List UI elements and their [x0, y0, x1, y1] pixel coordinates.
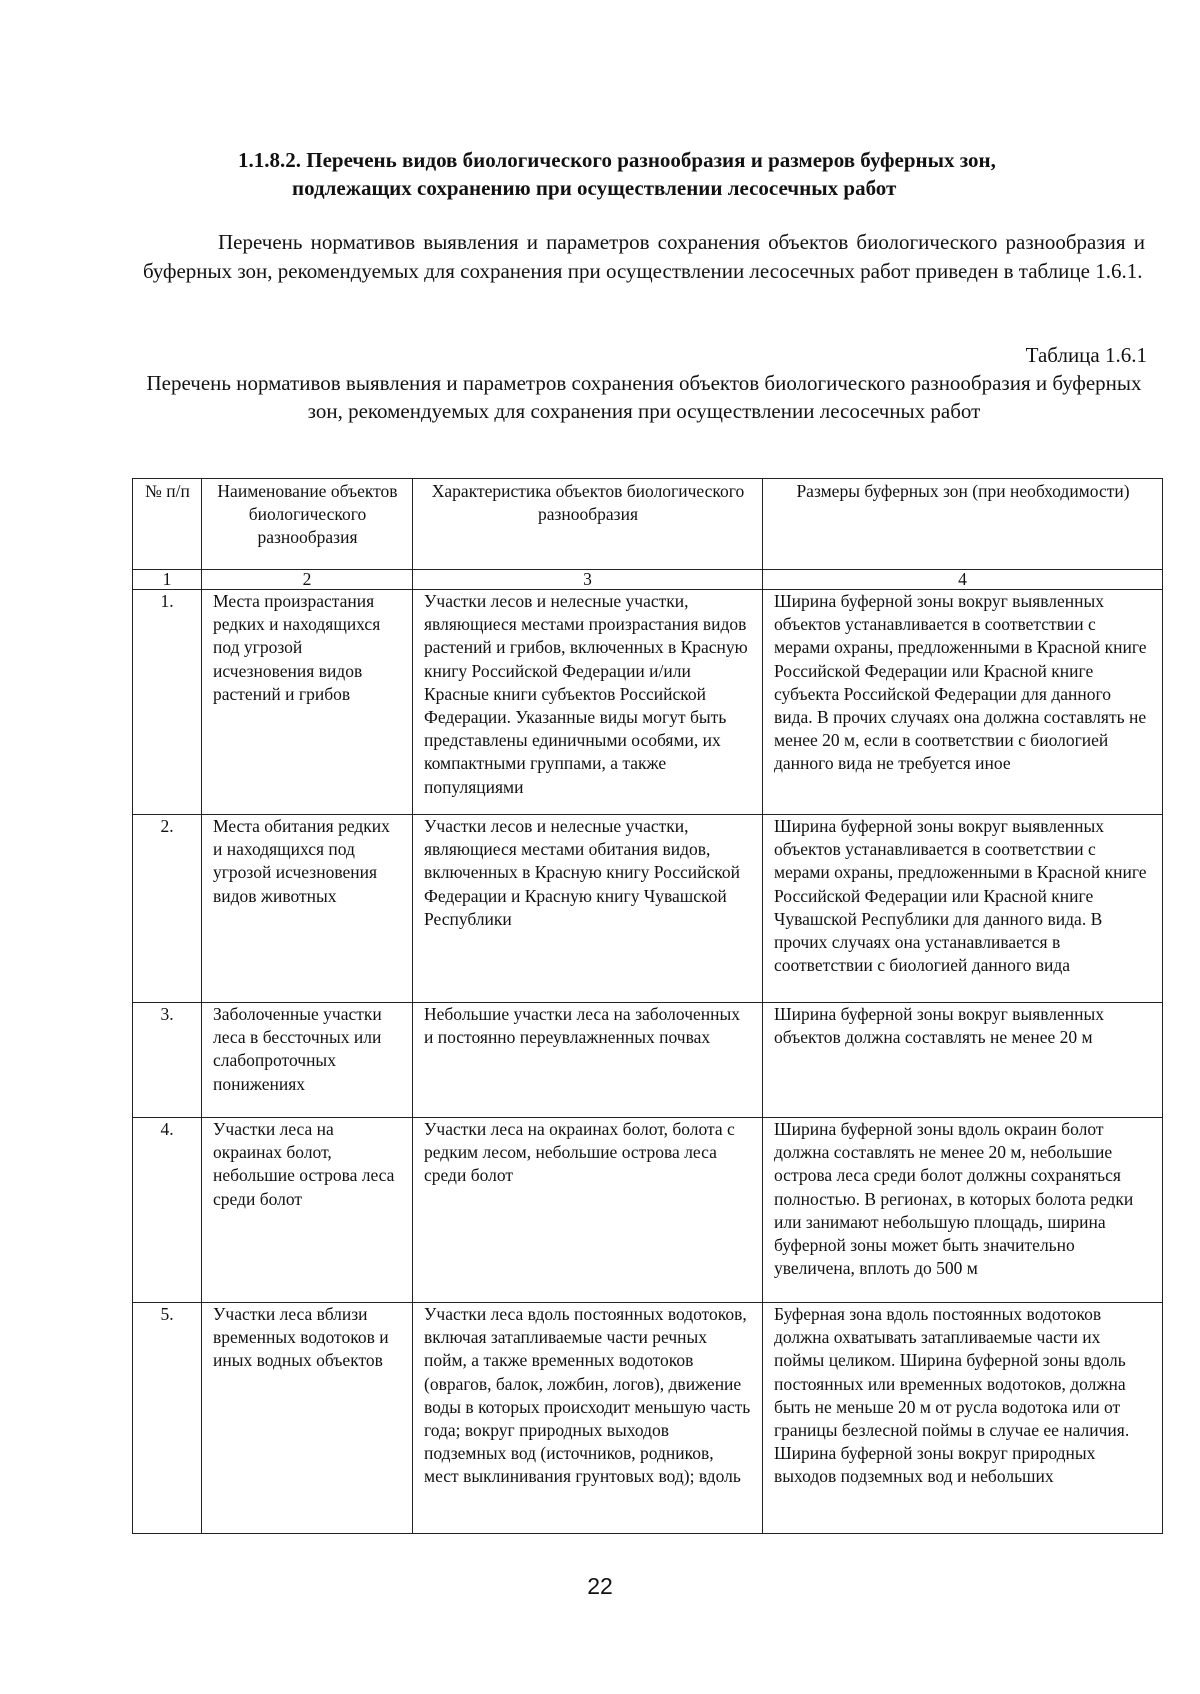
intro-paragraph: Перечень нормативов выявления и параметров сохранения объектов биологического разнообразия и буферных зон, рекомендуемых для сохранения при осуществлении лесосечных работ приведен в таблице 1.6.1.: [143, 230, 1145, 283]
object-name: Места обитания редких и находящихся под угрозой исчезновения видов животных: [202, 815, 413, 1003]
table-number: Таблица 1.6.1: [1025, 343, 1147, 367]
table-row: [133, 1118, 1163, 1303]
column-number: 2: [202, 570, 413, 590]
column-number: 4: [763, 570, 1163, 590]
object-characteristic: Участки лесов и нелесные участки, являющиеся местами обитания видов, включенных в Красную книгу Российской Федерации и Красную книгу Чувашской Республики: [413, 815, 763, 1003]
section-heading: [200, 146, 1160, 202]
header-object-name: Наименование объектов биологического разнообразия: [202, 479, 413, 570]
column-number: 1: [133, 570, 202, 590]
object-characteristic: Участки леса на окраинах болот, болота с редким лесом, небольшие острова леса среди болот: [413, 1118, 763, 1303]
table-row: [133, 590, 1163, 815]
buffer-size: Ширина буферной зоны вокруг выявленных объектов должна составлять не менее 20 м: [763, 1003, 1163, 1118]
object-characteristic: Участки лесов и нелесные участки, являющиеся местами произрастания видов растений и грибов, включенных в Красную книгу Российской Федерации и/или Красные книги субъектов Российской Федерации. Указанные виды могут быть представлены единичными особями, их компактными группами, а также популяциями: [413, 590, 763, 815]
row-number: 2.: [133, 815, 202, 1003]
table-row: [133, 815, 1163, 1003]
object-name: Места произрастания редких и находящихся под угрозой исчезновения видов растений и грибов: [202, 590, 413, 815]
column-number: 3: [413, 570, 763, 590]
object-name: Участки леса вблизи временных водотоков и иных водных объектов: [202, 1303, 413, 1534]
row-number: 1.: [133, 590, 202, 815]
object-name: Заболоченные участки леса в бессточных или слабопроточных понижениях: [202, 1003, 413, 1118]
header-number: № п/п: [133, 479, 202, 570]
buffer-size: Ширина буферной зоны вдоль окраин болот должна составлять не менее 20 м, небольшие острова леса среди болот должны сохраняться полностью. В регионах, в которых болота редки или занимают небольшую площадь, ширина буферной зоны может быть значительно увеличена, вплоть до 500 м: [763, 1118, 1163, 1303]
buffer-size: Буферная зона вдоль постоянных водотоков должна охватывать затапливаемые части их поймы целиком. Ширина буферной зоны вдоль постоянных или временных водотоков, должна быть не меньше 20 м от русла водотока или от границы безлесной поймы в случае ее наличия. Ширина буферной зоны вокруг природных выходов подземных вод и небольших: [763, 1303, 1163, 1534]
object-characteristic: Небольшие участки леса на заболоченных и постоянно переувлажненных почвах: [413, 1003, 763, 1118]
heading-line-1: 1.1.8.2. Перечень видов биологического разнообразия и размеров буферных зон,: [238, 148, 996, 172]
buffer-size: Ширина буферной зоны вокруг выявленных объектов устанавливается в соответствии с мерами охраны, предложенными в Красной книге Российской Федерации или Красной книге субъекта Российской Федерации для данного вида. В прочих случаях она должна составлять не менее 20 м, если в соответствии с биологией данного вида не требуется иное: [763, 590, 1163, 815]
page-number: 22: [587, 1573, 613, 1599]
row-number: 5.: [133, 1303, 202, 1534]
table-row: [133, 1003, 1163, 1118]
table-header-row: [133, 479, 1163, 570]
object-name: Участки леса на окраинах болот, небольшие острова леса среди болот: [202, 1118, 413, 1303]
header-characteristic: Характеристика объектов биологического разнообразия: [413, 479, 763, 570]
row-number: 4.: [133, 1118, 202, 1303]
table-row: [133, 1303, 1163, 1534]
buffer-size: Ширина буферной зоны вокруг выявленных объектов устанавливается в соответствии с мерами охраны, предложенными в Красной книге Российской Федерации или Красной книге Чувашской Республики для данного вида. В прочих случаях она устанавливается в соответствии с биологией данного вида: [763, 815, 1163, 1003]
header-buffer-size: Размеры буферных зон (при необходимости): [763, 479, 1163, 570]
heading-line-2: подлежащих сохранению при осуществлении лесосечных работ: [292, 176, 897, 200]
biodiversity-table: [132, 478, 1163, 1534]
table-caption: Перечень нормативов выявления и параметров сохранения объектов биологического разнообразия и буферных зон, рекомендуемых для сохранения при осуществлении лесосечных работ: [146, 371, 1142, 423]
row-number: 3.: [133, 1003, 202, 1118]
object-characteristic: Участки леса вдоль постоянных водотоков, включая затапливаемые части речных пойм, а также временных водотоков (оврагов, балок, ложбин, логов), движение воды в которых происходит меньшую часть года; вокруг природных выходов подземных вод (источников, родников, мест выклинивания грунтовых вод); вдоль: [413, 1303, 763, 1534]
column-number-row: [133, 570, 1163, 590]
